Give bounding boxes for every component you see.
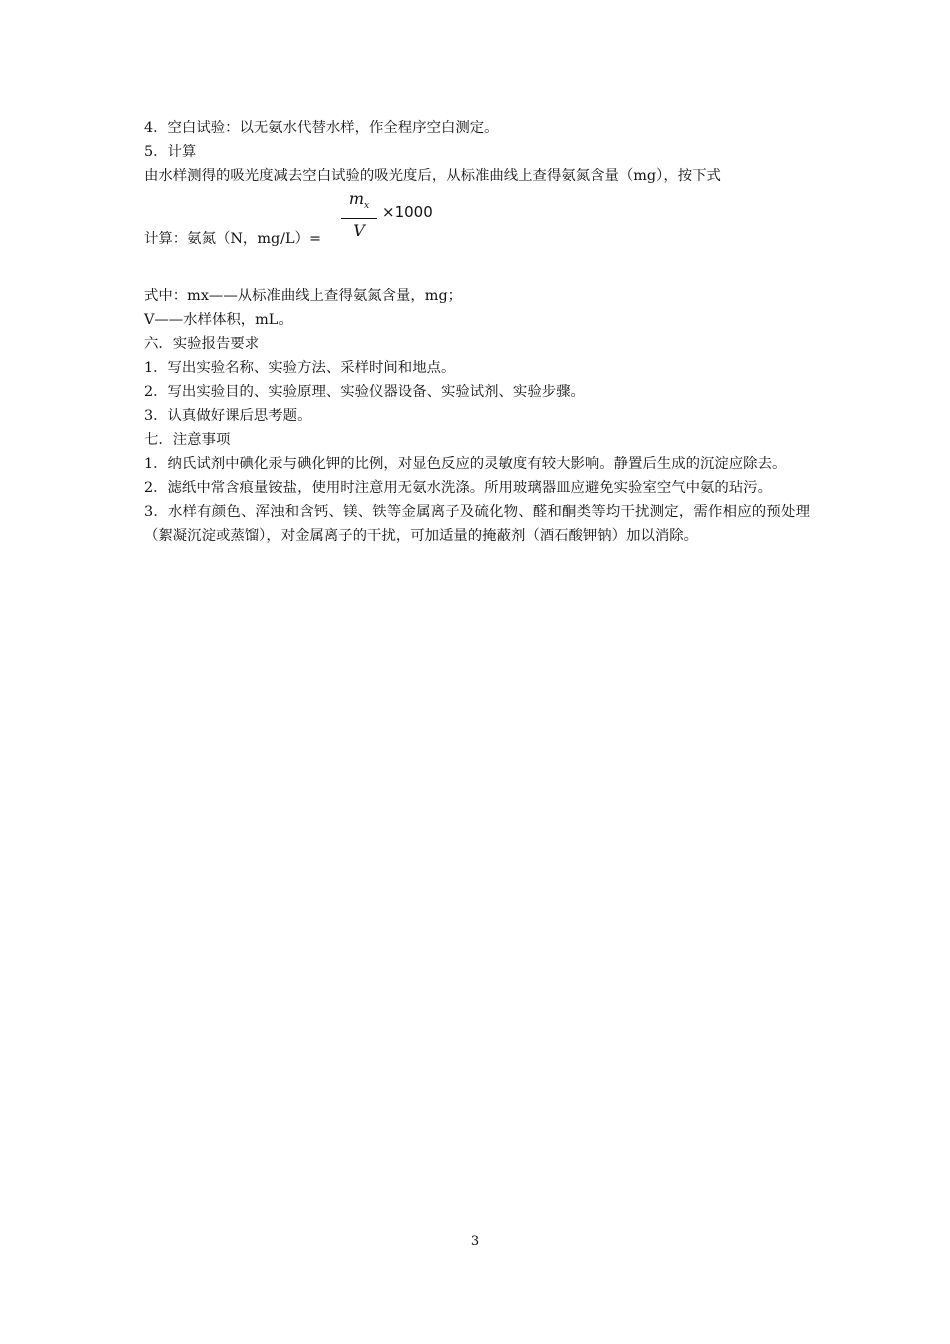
formula-numerator: $m_x$ [348,189,370,212]
calculation-description: 由水样测得的吸光度减去空白试验的吸光度后，从标准曲线上查得氨氮含量（mg），按下式 [144,168,721,184]
step-calculation-heading: 5．计算 [144,144,197,160]
ammonia-formula [144,189,810,264]
note-item-2: 2．滤纸中常含痕量铵盐，使用时注意用无氨水洗涤。所用玻璃器皿应避免实验室空气中氨的玷污。 [144,480,772,496]
page-number: 3 [470,1234,480,1249]
fraction-bar [341,218,377,219]
formula-where-v: V——水样体积，mL。 [144,312,293,328]
formula-denominator: V [353,221,365,241]
report-item-2: 2．写出实验目的、实验原理、实验仪器设备、实验试剂、实验步骤。 [144,384,585,400]
step-blank-test: 4．空白试验：以无氨水代替水样，作全程序空白测定。 [144,120,499,136]
report-item-3: 3．认真做好课后思考题。 [144,408,312,424]
formula-numerator-subscript: x [364,201,370,212]
note-item-3: 3．水样有颜色、浑浊和含钙、镁、铁等金属离子及硫化物、醛和酮类等均干扰测定，需作相应的预处理（絮凝沉淀或蒸馏），对金属离子的干扰，可加适量的掩蔽剂（酒石酸钾钠）加以消除。 [144,504,810,544]
note-item-1: 1．纳氏试剂中碘化汞与碘化钾的比例，对显色反应的灵敏度有较大影响。静置后生成的沉淀应除去。 [144,456,787,472]
formula-multiplier: ×1000 [382,203,433,221]
formula-where-mx: 式中：mx——从标准曲线上查得氨氮含量，mg； [144,288,463,304]
section-heading-notes: 七．注意事项 [144,432,231,448]
section-heading-report: 六．实验报告要求 [144,336,260,352]
formula-label: 计算：氨氮（N，mg/L）= [144,231,322,247]
formula-fraction [339,188,379,242]
report-item-1: 1．写出实验名称、实验方法、采样时间和地点。 [144,360,456,376]
page-content [144,116,810,548]
